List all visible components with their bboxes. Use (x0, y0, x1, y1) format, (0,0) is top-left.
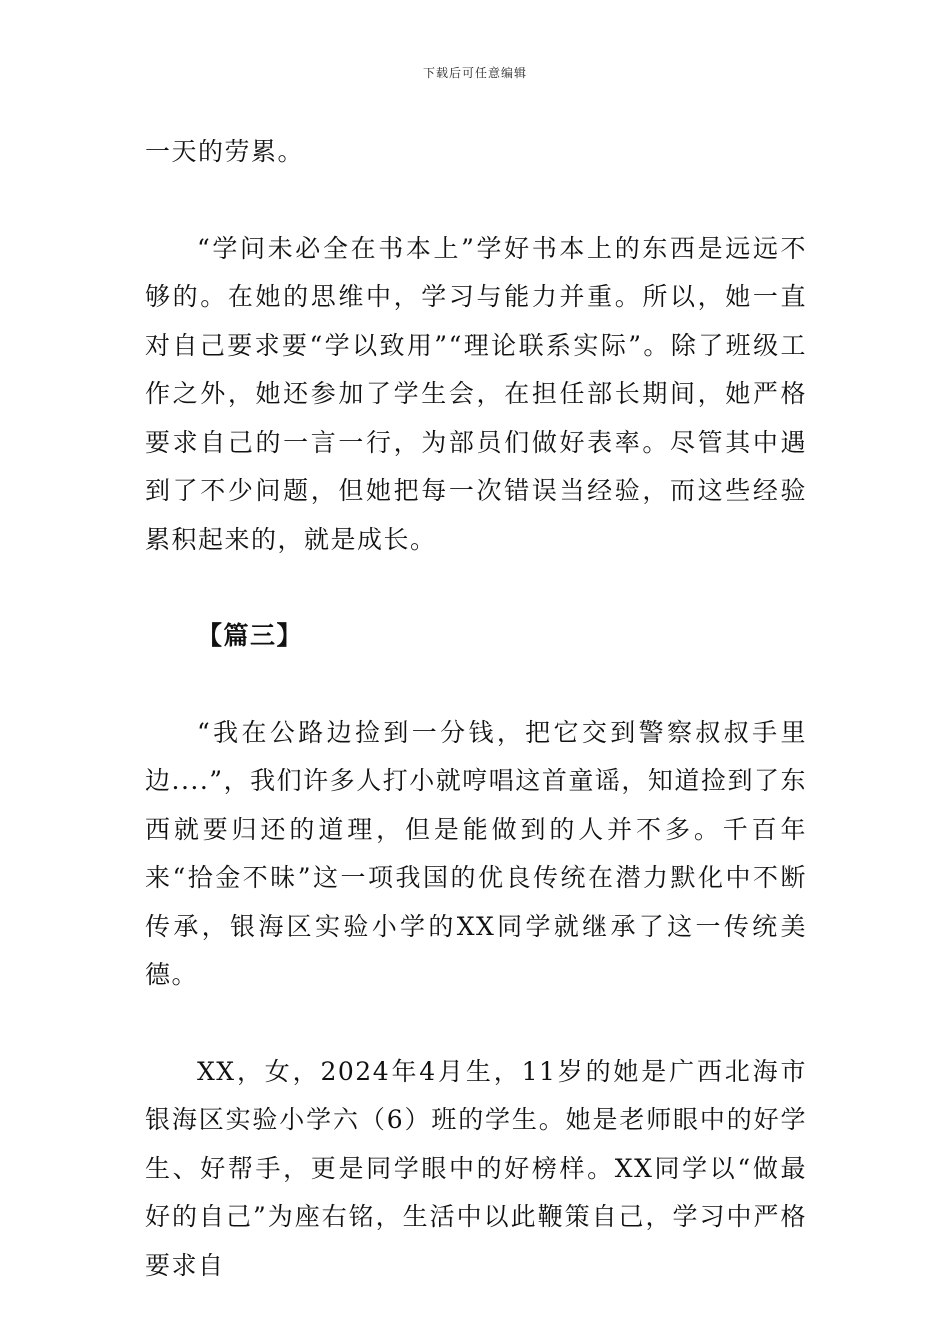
document-body (145, 128, 807, 1290)
paragraph-gap (145, 1000, 807, 1048)
paragraph-learning: “学问未必全在书本上”学好书本上的东西是远远不够的。在她的思维中，学习与能力并重。所以，她一直对自己要求要“学以致用”“理论联系实际”。除了班级工作之外，她还参加了学生会，在担任部长期间，她严格要求自己的一言一行，为部员们做好表率。尽管其中遇到了不少问题，但她把每一次错误当经验，而这些经验累积起来的，就是成长。 (145, 233, 807, 554)
page-header: 下载后可任意编辑 (422, 66, 527, 80)
paragraph-student-profile: XX，女，2024年4月生，11岁的她是广西北海市银海区实验小学六（6）班的学生。她是老师眼中的好学生、好帮手，更是同学眼中的好榜样。XX同学以“做最好的自己”为座右铭，生活中以此鞭策自己，学习中严格要求自 (145, 1056, 807, 1280)
paragraph-gap (145, 177, 807, 225)
paragraph-song: “我在公路边捡到一分钱，把它交到警察叔叔手里边....”，我们许多人打小就哼唱这首童谣，知道捡到了东西就要归还的道理，但是能做到的人并不多。千百年来“拾金不昧”这一项我国的优良传统在潜力默化中不断传承，银海区实验小学的XX同学就继承了这一传统美德。 (145, 717, 807, 989)
section-title: 【篇三】 (197, 621, 304, 650)
paragraph-gap (145, 564, 807, 612)
paragraph-gap (145, 661, 807, 709)
paragraph-continuation: 一天的劳累。 (145, 137, 305, 166)
